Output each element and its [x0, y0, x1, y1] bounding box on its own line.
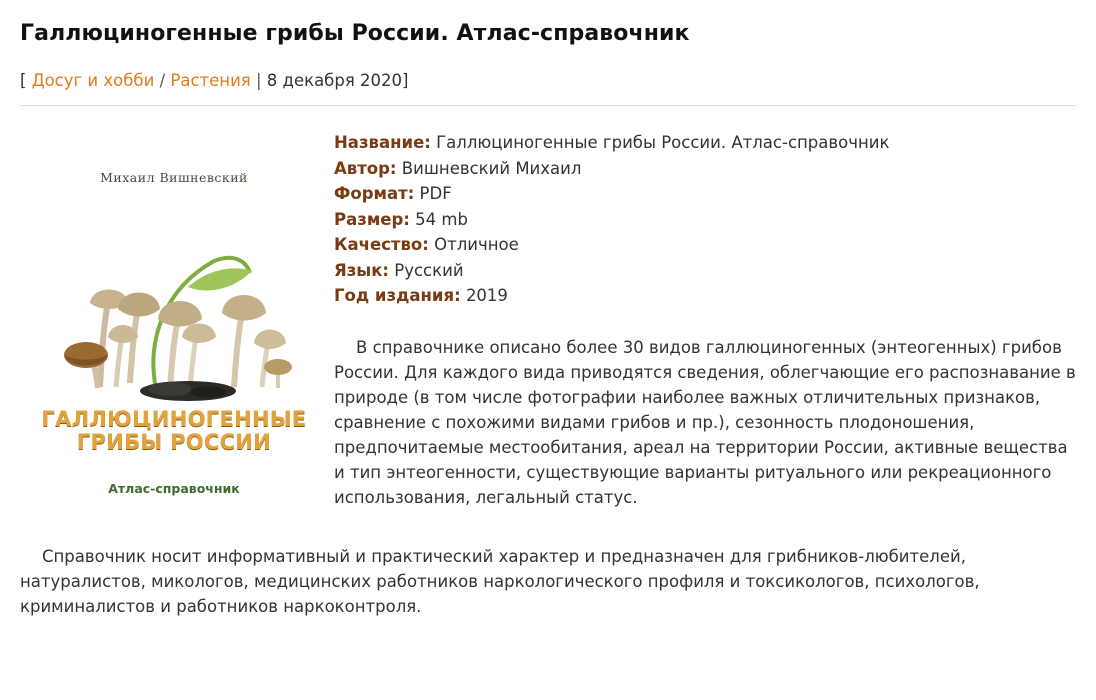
- detail-label-format: Формат:: [334, 184, 415, 204]
- mushroom-illustration-icon: [38, 191, 310, 406]
- detail-label-name: Название:: [334, 132, 431, 152]
- description-paragraph-1: В справочнике описано более 30 видов галлюциногенных (энтеогенных) грибов России. Для каждого вида приводятся сведения, облегчающие его распознавание в природе (в том числе фотографии наиболее важных отличительных признаков, сравнение с похожими видами грибов и пр.), сезонность плодоношения, предпочитаемые местообитания, ареал на территории России, активные вещества и тип энтеогенности, существующие варианты ритуального или рекреационного использования, легальный статус.: [334, 337, 1076, 508]
- description-paragraph-2: Справочник носит информативный и практический характер и предназначен для грибников-любителей, натуралистов, микологов, медицинских работников наркологического профиля и токсикологов, психологов, криминалистов и работников наркоконтроля.: [20, 546, 980, 617]
- detail-value-size: 54 mb: [415, 209, 468, 229]
- breadcrumb-category-secondary[interactable]: Растения: [170, 70, 251, 90]
- breadcrumb-category-primary[interactable]: Досуг и хобби: [31, 70, 155, 90]
- breadcrumb-close-bracket: ]: [402, 70, 409, 90]
- article-page: [0, 20, 1096, 700]
- cover-subtitle: Атлас-справочник: [108, 480, 240, 496]
- detail-value-format: PDF: [419, 184, 452, 204]
- book-cover[interactable]: [38, 136, 310, 536]
- cover-title-line-2: ГРИБЫ РОССИИ: [76, 430, 272, 455]
- breadcrumb: [20, 70, 1076, 91]
- detail-value-year: 2019: [465, 286, 508, 306]
- post-date: 8 декабря 2020: [266, 70, 402, 90]
- header-divider: [20, 105, 1076, 106]
- detail-label-language: Язык:: [334, 260, 390, 280]
- breadcrumb-separator: |: [255, 70, 262, 90]
- detail-value-author: Вишневский Михаил: [401, 158, 582, 178]
- detail-value-quality: Отличное: [434, 235, 519, 255]
- cover-title: [38, 408, 310, 455]
- detail-value-name: Галлюциногенные грибы России. Атлас-справочник: [436, 132, 890, 152]
- page-title: Галлюциногенные грибы России. Атлас-справочник: [20, 21, 690, 46]
- detail-label-year: Год издания:: [334, 286, 461, 306]
- book-cover-inner: [38, 136, 310, 536]
- detail-value-language: Русский: [394, 260, 464, 280]
- detail-label-author: Автор:: [334, 158, 397, 178]
- article-body: [20, 128, 1076, 619]
- cover-title-line-1: ГАЛЛЮЦИНОГЕННЫЕ: [41, 406, 307, 431]
- detail-label-size: Размер:: [334, 209, 410, 229]
- breadcrumb-slash: /: [159, 70, 166, 90]
- cover-author-line: Михаил Вишневский: [100, 169, 248, 185]
- detail-label-quality: Качество:: [334, 235, 429, 255]
- breadcrumb-open-bracket: [: [20, 70, 27, 90]
